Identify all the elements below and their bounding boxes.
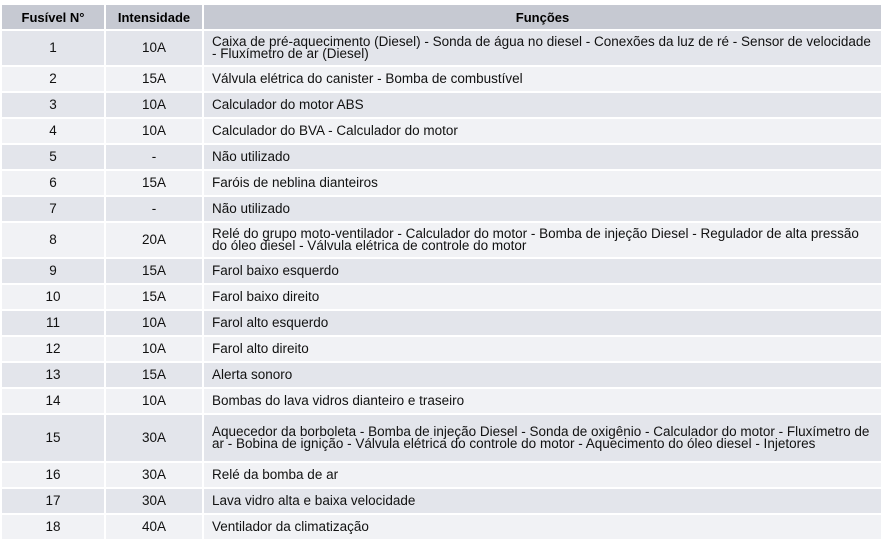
intensity-cell: 10A bbox=[106, 93, 202, 117]
intensity-cell: - bbox=[106, 145, 202, 169]
fuse-number-cell: 14 bbox=[2, 389, 104, 413]
header-intensity: Intensidade bbox=[106, 5, 202, 29]
functions-cell: Calculador do motor ABS bbox=[204, 93, 881, 117]
fuse-number-cell: 18 bbox=[2, 515, 104, 539]
functions-cell: Não utilizado bbox=[204, 145, 881, 169]
functions-cell: Ventilador da climatização bbox=[204, 515, 881, 539]
fuse-number-cell: 8 bbox=[2, 223, 104, 257]
functions-cell: Caixa de pré-aquecimento (Diesel) - Sonda de água no diesel - Conexões da luz de ré - Sensor de velocidade - Fluxímetro de ar (Diesel) bbox=[204, 31, 881, 65]
fuse-number-cell: 2 bbox=[2, 67, 104, 91]
table-row bbox=[2, 259, 881, 283]
functions-cell: Lava vidro alta e baixa velocidade bbox=[204, 489, 881, 513]
fuse-number-cell: 17 bbox=[2, 489, 104, 513]
intensity-cell: 30A bbox=[106, 415, 202, 461]
functions-cell: Farol alto direito bbox=[204, 337, 881, 361]
table-row bbox=[2, 415, 881, 461]
fuse-number-cell: 1 bbox=[2, 31, 104, 65]
fuse-table bbox=[0, 3, 883, 541]
fuse-number-cell: 6 bbox=[2, 171, 104, 195]
intensity-cell: 15A bbox=[106, 171, 202, 195]
intensity-cell: - bbox=[106, 197, 202, 221]
intensity-cell: 10A bbox=[106, 389, 202, 413]
table-row bbox=[2, 197, 881, 221]
intensity-cell: 15A bbox=[106, 67, 202, 91]
table-header bbox=[2, 5, 881, 29]
header-fuse-number: Fusível N° bbox=[2, 5, 104, 29]
table-row bbox=[2, 311, 881, 335]
functions-cell: Farol baixo esquerdo bbox=[204, 259, 881, 283]
functions-cell: Calculador do BVA - Calculador do motor bbox=[204, 119, 881, 143]
intensity-cell: 30A bbox=[106, 463, 202, 487]
fuse-number-cell: 4 bbox=[2, 119, 104, 143]
table-row bbox=[2, 119, 881, 143]
functions-cell: Relé do grupo moto-ventilador - Calculador do motor - Bomba de injeção Diesel - Regulador de alta pressão do óleo diesel - Válvula elétrica de controle do motor bbox=[204, 223, 881, 257]
intensity-cell: 20A bbox=[106, 223, 202, 257]
intensity-cell: 15A bbox=[106, 363, 202, 387]
table-row bbox=[2, 171, 881, 195]
header-row bbox=[2, 5, 881, 29]
intensity-cell: 10A bbox=[106, 337, 202, 361]
intensity-cell: 40A bbox=[106, 515, 202, 539]
intensity-cell: 10A bbox=[106, 311, 202, 335]
functions-cell: Bombas do lava vidros dianteiro e traseiro bbox=[204, 389, 881, 413]
table-row bbox=[2, 93, 881, 117]
intensity-cell: 10A bbox=[106, 31, 202, 65]
table-row bbox=[2, 515, 881, 539]
functions-cell: Não utilizado bbox=[204, 197, 881, 221]
table-row bbox=[2, 489, 881, 513]
fuse-number-cell: 16 bbox=[2, 463, 104, 487]
functions-cell: Válvula elétrica do canister - Bomba de combustível bbox=[204, 67, 881, 91]
intensity-cell: 10A bbox=[106, 119, 202, 143]
functions-cell: Faróis de neblina dianteiros bbox=[204, 171, 881, 195]
fuse-number-cell: 9 bbox=[2, 259, 104, 283]
fuse-number-cell: 15 bbox=[2, 415, 104, 461]
fuse-number-cell: 3 bbox=[2, 93, 104, 117]
functions-cell: Farol alto esquerdo bbox=[204, 311, 881, 335]
fuse-number-cell: 12 bbox=[2, 337, 104, 361]
table-row bbox=[2, 337, 881, 361]
intensity-cell: 15A bbox=[106, 259, 202, 283]
functions-cell: Relé da bomba de ar bbox=[204, 463, 881, 487]
table-row bbox=[2, 463, 881, 487]
fuse-number-cell: 10 bbox=[2, 285, 104, 309]
fuse-number-cell: 11 bbox=[2, 311, 104, 335]
table-row bbox=[2, 31, 881, 65]
table-row bbox=[2, 223, 881, 257]
functions-cell: Aquecedor da borboleta - Bomba de injeção Diesel - Sonda de oxigênio - Calculador do motor - Fluxímetro de ar - Bobina de ignição - Válvula elétrica do controle do motor - Aquecimento do óleo diesel - Injetores bbox=[204, 415, 881, 461]
fuse-number-cell: 5 bbox=[2, 145, 104, 169]
table-row bbox=[2, 285, 881, 309]
intensity-cell: 15A bbox=[106, 285, 202, 309]
table-row bbox=[2, 389, 881, 413]
table-row bbox=[2, 145, 881, 169]
table-row bbox=[2, 67, 881, 91]
table-row bbox=[2, 363, 881, 387]
fuse-number-cell: 7 bbox=[2, 197, 104, 221]
functions-cell: Alerta sonoro bbox=[204, 363, 881, 387]
table-body bbox=[2, 31, 881, 539]
header-functions: Funções bbox=[204, 5, 881, 29]
fuse-number-cell: 13 bbox=[2, 363, 104, 387]
functions-cell: Farol baixo direito bbox=[204, 285, 881, 309]
intensity-cell: 30A bbox=[106, 489, 202, 513]
